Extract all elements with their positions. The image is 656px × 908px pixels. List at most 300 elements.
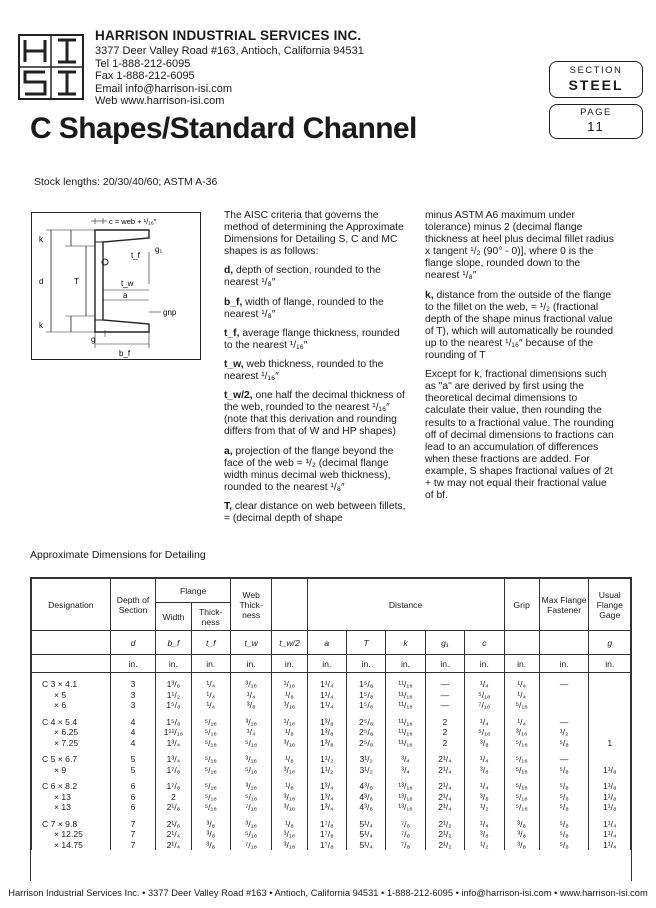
table-row — [32, 700, 631, 711]
text-tw2: one half the decimal thickness of the web, rounded to the nearest ¹/₁₆″ (note that this derivation and rounding differs from that of W and HP shapes) — [224, 390, 405, 438]
table-cell — [589, 754, 631, 765]
company-web: Web www.harrison-isi.com — [95, 95, 225, 108]
table-cell: 1 — [589, 738, 631, 749]
th-unit: in. — [539, 655, 589, 673]
dim-gnp: gnp — [163, 308, 177, 317]
designation-cell: × 5 — [32, 690, 111, 701]
table-cell: 1¹/₄ — [307, 700, 346, 711]
section-value: STEEL — [568, 77, 624, 93]
table-cell: 1¹/₂ — [156, 690, 191, 701]
table-cell: ³/₈ — [191, 829, 230, 840]
table-cell: 1¹/₄ — [589, 819, 631, 830]
table-cell: ³/₁₆ — [504, 727, 539, 738]
table-cell: 2¹/₂ — [425, 829, 464, 840]
table-cell: 1³/₈ — [156, 679, 191, 690]
table-cell: 2¹/₄ — [156, 829, 191, 840]
table-cell — [589, 727, 631, 738]
criteria-bf — [224, 297, 410, 321]
table-cell: ¹/₄ — [465, 754, 504, 765]
table-cell: 1⁵/₈ — [346, 700, 385, 711]
table-cell: ⁵/₁₆ — [191, 781, 230, 792]
designation-cell: C 5 × 6.7 — [32, 754, 111, 765]
th-unit: in. — [386, 655, 425, 673]
table-cell: ¹/₂ — [465, 840, 504, 851]
table-cell: 1³/₄ — [156, 738, 191, 749]
table-cell: ⁵/₁₆ — [230, 792, 271, 803]
table-cell: 2¹/₄ — [425, 792, 464, 803]
table-cell: ⁷/₈ — [386, 829, 425, 840]
symbols-row — [32, 631, 631, 655]
table-cell: ³/₁₆ — [230, 679, 271, 690]
table-cell: 3 — [110, 679, 156, 690]
table-cell: ¹³/₁₆ — [386, 781, 425, 792]
table-cell: 3 — [110, 690, 156, 701]
section-box — [549, 61, 643, 98]
criteria-intro: The AISC criteria that governs the method of determining the Approximate Dimensions for Detailing S, C and MC shapes is as follows: — [224, 210, 404, 258]
designation-cell: × 13 — [32, 792, 111, 803]
table-row — [32, 727, 631, 738]
table-cell: ³/₁₆ — [272, 700, 307, 711]
table-cell: 2 — [425, 717, 464, 728]
dim-d: d — [39, 277, 44, 286]
table-cell: 1¹/₄ — [307, 679, 346, 690]
table-cell: 5¹/₄ — [346, 840, 385, 851]
th-sym-blank — [32, 631, 111, 655]
table-cell: ³/₈ — [465, 738, 504, 749]
term-tf: t_f, — [224, 327, 240, 339]
th-width: Width — [156, 603, 191, 631]
table-cell: ¹/₈ — [272, 690, 307, 701]
dim-a: a — [123, 291, 128, 300]
criteria-column-1 — [224, 210, 410, 532]
term-tw: t_w, — [224, 358, 244, 370]
dim-g: g — [91, 335, 96, 344]
table-cell: ¹/₁₆ — [272, 679, 307, 690]
table-cell: 1¹/₂ — [307, 765, 346, 776]
text-bf: width of flange, rounded to the nearest ¹/₈″ — [224, 296, 384, 320]
table-cell: ¹/₈ — [272, 727, 307, 738]
criteria-d — [224, 265, 410, 289]
page-title: C Shapes/Standard Channel — [30, 112, 417, 145]
table-cell: ³/₁₆ — [272, 765, 307, 776]
th-gage: Usual Flange Gage — [589, 579, 631, 631]
table-cell: ¹³/₁₆ — [386, 802, 425, 813]
table-cell: ³/₈ — [191, 840, 230, 851]
th-distance: Distance — [307, 579, 504, 631]
criteria-T-cont: minus ASTM A6 maximum under tolerance) minus 2 (decimal flange thickness at heel plus decimal fillet radius x tangent ¹/₂ (90° - 0)], where 0 is the flange slope, rounded down to the nearest ¹/₈″ — [425, 210, 614, 282]
table-cell: ⁵/₁₆ — [191, 765, 230, 776]
table-row — [32, 679, 631, 690]
table-cell: ³/₁₆ — [272, 802, 307, 813]
table-cell: 1³/₈ — [307, 738, 346, 749]
designation-cell: × 12.25 — [32, 829, 111, 840]
th-unit: in. — [504, 655, 539, 673]
company-info — [95, 30, 495, 107]
table-caption: Approximate Dimensions for Detailing — [30, 549, 206, 561]
table-cell: 1³/₄ — [307, 781, 346, 792]
criteria-tw2 — [224, 390, 410, 438]
table-cell: 2¹/₂ — [425, 840, 464, 851]
th-sym: g — [589, 631, 631, 655]
table-cell: ⁵/₁₆ — [504, 792, 539, 803]
table-cell: ⁵/₁₆ — [230, 765, 271, 776]
table-cell: ³/₈ — [504, 840, 539, 851]
th-sym: a — [307, 631, 346, 655]
designation-cell: × 14.75 — [32, 840, 111, 851]
text-k: distance from the outside of the flange to the fillet on the web, = ¹/₂ (fractional depth of the shape minus fractional value of T), which will automatically be rounded up to the nearest ¹/₁₆″ because of the rounding of T — [425, 289, 614, 362]
page-box — [549, 104, 643, 139]
table-cell: ⁵/₁₆ — [465, 727, 504, 738]
page-label: PAGE — [580, 107, 612, 118]
table-cell: ⁷/₈ — [386, 819, 425, 830]
table-cell: 1⁵/₈ — [346, 690, 385, 701]
company-fax: Fax 1-888-212-6095 — [95, 70, 195, 83]
table-row — [32, 802, 631, 813]
th-unit-blank — [32, 655, 111, 673]
dim-g1: g₁ — [155, 245, 163, 254]
designation-cell: × 6.25 — [32, 727, 111, 738]
company-address: 3377 Deer Valley Road #163, Antioch, California 94531 — [95, 45, 364, 58]
table-cell: ¹/₄ — [465, 679, 504, 690]
text-d: depth of section, rounded to the nearest ¹/₈″ — [224, 265, 381, 289]
criteria-column-2 — [425, 210, 617, 509]
table-cell: ¹/₄ — [191, 700, 230, 711]
table-row — [32, 690, 631, 701]
th-flange: Flange — [156, 579, 231, 603]
term-a: a, — [224, 445, 233, 457]
table-row — [32, 738, 631, 749]
th-sym: g₁ — [425, 631, 464, 655]
th-unit: in. — [346, 655, 385, 673]
table-cell: 4³/₈ — [346, 781, 385, 792]
th-unit: in. — [110, 655, 156, 673]
th-thickness: Thick- ness — [191, 603, 230, 631]
dim-tw: t_w — [121, 279, 134, 288]
term-d: d, — [224, 265, 234, 277]
th-unit: in. — [272, 655, 307, 673]
table-cell: ³/₁₆ — [230, 781, 271, 792]
designation-cell: C 3 × 4.1 — [32, 679, 111, 690]
table-row — [32, 829, 631, 840]
th-sym: T — [346, 631, 385, 655]
table-cell: 1⁵/₈ — [346, 679, 385, 690]
table-cell: 1¹/₈ — [589, 781, 631, 792]
table-row — [32, 792, 631, 803]
table-cell: ⁵/₁₆ — [230, 829, 271, 840]
table-cell: ³/₈ — [191, 819, 230, 830]
th-unit: in. — [425, 655, 464, 673]
table-cell: 2 — [156, 792, 191, 803]
table-cell: ⁵/₁₆ — [504, 781, 539, 792]
table-cell: ¹¹/₁₆ — [386, 727, 425, 738]
table-cell: ³/₈ — [504, 829, 539, 840]
table-cell: ⁵/₈ — [539, 781, 589, 792]
table-cell: ¹/₄ — [504, 679, 539, 690]
table-cell: 2¹/₄ — [156, 840, 191, 851]
table-cell: ⁵/₁₆ — [191, 802, 230, 813]
company-tel: Tel 1-888-212-6095 — [95, 57, 191, 70]
dim-c: c = web + ¹/₁₆″ — [109, 217, 157, 226]
dim-tf: t_f — [131, 251, 140, 260]
table-cell: ¹/₄ — [191, 690, 230, 701]
table-cell: ³/₈ — [504, 819, 539, 830]
table-cell: 2¹/₄ — [425, 781, 464, 792]
table-row — [32, 819, 631, 830]
table-cell: ¹/₄ — [504, 717, 539, 728]
table-cell: — — [425, 700, 464, 711]
table-row — [32, 765, 631, 776]
table-cell: ¹¹/₁₆ — [386, 679, 425, 690]
table-cell: 3¹/₂ — [346, 765, 385, 776]
table-cell: 1⁷/₈ — [156, 781, 191, 792]
table-cell — [589, 690, 631, 701]
table-cell: ⁵/₈ — [539, 792, 589, 803]
table-cell: ⁵/₁₆ — [191, 754, 230, 765]
company-email: Email info@harrison-isi.com — [95, 82, 233, 95]
table-cell: ³/₁₆ — [272, 792, 307, 803]
table-cell: ⁵/₈ — [539, 829, 589, 840]
designation-cell: × 7.25 — [32, 738, 111, 749]
table-cell: ⁷/₁₆ — [230, 840, 271, 851]
company-logo — [18, 34, 84, 100]
table-cell: ¹/₄ — [230, 727, 271, 738]
table-cell: 7 — [110, 819, 156, 830]
table-cell: — — [425, 690, 464, 701]
table-cell: — — [539, 679, 589, 690]
table-cell — [589, 717, 631, 728]
criteria-tf — [224, 328, 410, 352]
text-tw: web thickness, rounded to the nearest ¹/₁₆″ — [224, 358, 384, 383]
th-sym: k — [386, 631, 425, 655]
criteria-k — [425, 290, 617, 363]
table-cell: ¹³/₁₆ — [386, 792, 425, 803]
table-row — [32, 717, 631, 728]
th-sym: b_f — [156, 631, 191, 655]
table-cell: 1¹/₈ — [589, 765, 631, 776]
table-cell: ¹/₈ — [272, 819, 307, 830]
text-a: projection of the flange beyond the face of the web = ¹/₂ (decimal flange width minus decimal web thickness), rounded to the nearest ¹/₈″ — [224, 445, 394, 493]
table-cell: ¹/₂ — [539, 727, 589, 738]
table-cell: ⁵/₁₆ — [504, 754, 539, 765]
table-cell: 2⁵/₈ — [346, 717, 385, 728]
dim-T: T — [74, 277, 79, 286]
th-sym: t_f — [191, 631, 230, 655]
table-cell: 4³/₈ — [346, 792, 385, 803]
channel-diagram — [31, 212, 201, 360]
table-cell: 1¹/₂ — [307, 754, 346, 765]
table-cell: ³/₄ — [386, 765, 425, 776]
dim-k-top: k — [39, 235, 43, 244]
criteria-T — [224, 501, 410, 525]
th-designation: Designation — [32, 579, 111, 631]
designation-cell: × 9 — [32, 765, 111, 776]
table-cell: ¹/₂ — [465, 802, 504, 813]
table-cell: ⁵/₈ — [539, 819, 589, 830]
th-blank — [272, 579, 307, 631]
table-cell: ⁷/₁₆ — [465, 700, 504, 711]
table-cell: 1³/₄ — [307, 802, 346, 813]
th-sym: d — [110, 631, 156, 655]
criteria-a — [224, 446, 410, 494]
dimensions-table-wrap — [30, 577, 632, 881]
table-cell: ⁵/₁₆ — [191, 717, 230, 728]
table-cell: ⁵/₈ — [539, 840, 589, 851]
th-unit: in. — [465, 655, 504, 673]
table-cell: 1¹/₄ — [589, 840, 631, 851]
th-depth: Depth of Section — [110, 579, 156, 631]
text-tf: average flange thickness, rounded to the nearest ¹/₁₆″ — [224, 327, 400, 351]
table-cell: ³/₁₆ — [230, 717, 271, 728]
table-cell: ⁵/₁₆ — [191, 792, 230, 803]
table-cell: ³/₁₆ — [230, 819, 271, 830]
page-footer: Harrison Industrial Services Inc. • 3377 Deer Valley Road #163 • Antioch, California 94531 • 1-888-212-6095 • info@harrison-isi.com • www.harrison-isi.com — [8, 888, 648, 898]
term-bf: b_f, — [224, 296, 243, 308]
table-cell: 1⁷/₈ — [156, 765, 191, 776]
th-web: Web Thick- ness — [230, 579, 271, 631]
designation-cell: C 6 × 8.2 — [32, 781, 111, 792]
table-cell: 4³/₈ — [346, 802, 385, 813]
th-sym — [539, 631, 589, 655]
designation-cell: C 4 × 5.4 — [32, 717, 111, 728]
table-cell: 3 — [110, 700, 156, 711]
table-cell — [589, 679, 631, 690]
table-cell: ¹/₄ — [191, 679, 230, 690]
th-sym — [504, 631, 539, 655]
table-cell: ¹/₄ — [504, 690, 539, 701]
table-cell: ³/₁₆ — [272, 829, 307, 840]
table-cell: ¹/₄ — [465, 781, 504, 792]
th-unit: in. — [230, 655, 271, 673]
table-cell: 1¹/₈ — [589, 792, 631, 803]
table-cell: ¹¹/₁₆ — [386, 717, 425, 728]
table-cell — [539, 690, 589, 701]
table-cell: 2¹/₄ — [425, 765, 464, 776]
table-cell: 4 — [110, 727, 156, 738]
table-cell: — — [539, 754, 589, 765]
table-cell: ⁵/₁₆ — [465, 690, 504, 701]
table-cell: ³/₈ — [465, 792, 504, 803]
table-row — [32, 754, 631, 765]
table-cell: 5 — [110, 754, 156, 765]
designation-cell: × 6 — [32, 700, 111, 711]
table-cell: 2¹/₄ — [425, 754, 464, 765]
table-cell: 2¹/₄ — [425, 802, 464, 813]
table-cell: ¹¹/₁₆ — [386, 690, 425, 701]
table-cell: ¹¹/₁₆ — [386, 738, 425, 749]
table-cell: ⁷/₁₆ — [230, 802, 271, 813]
table-cell: ³/₈ — [465, 829, 504, 840]
dim-k-bottom: k — [39, 321, 43, 330]
term-T: T, — [224, 500, 233, 512]
table-body — [32, 673, 631, 851]
table-cell: 1¹/₄ — [307, 690, 346, 701]
table-cell — [539, 700, 589, 711]
th-unit: in. — [307, 655, 346, 673]
table-cell: 2¹/₈ — [156, 802, 191, 813]
table-cell: 1³/₄ — [156, 754, 191, 765]
term-tw2: t_w/2, — [224, 390, 253, 402]
table-cell: 3¹/₂ — [346, 754, 385, 765]
company-name: HARRISON INDUSTRIAL SERVICES INC. — [95, 28, 362, 43]
table-cell: 2¹/₂ — [425, 819, 464, 830]
dimensions-table — [31, 578, 631, 850]
table-cell: ⁵/₈ — [539, 765, 589, 776]
th-unit: in. — [589, 655, 631, 673]
page-value: 11 — [587, 119, 605, 134]
table-cell: 1⁵/₈ — [156, 700, 191, 711]
table-cell: 4 — [110, 738, 156, 749]
term-k: k, — [425, 289, 434, 301]
table-cell: 6 — [110, 792, 156, 803]
stock-lengths: Stock lengths: 20/30/40/60; ASTM A-36 — [34, 176, 218, 188]
table-cell: 2⁵/₈ — [346, 738, 385, 749]
table-cell: — — [539, 717, 589, 728]
table-cell: ⁵/₈ — [539, 802, 589, 813]
table-cell: ⁵/₁₆ — [230, 738, 271, 749]
section-label: SECTION — [569, 65, 623, 76]
table-cell: ¹/₄ — [465, 717, 504, 728]
table-cell: 1¹/₄ — [589, 829, 631, 840]
dim-bf: b_f — [119, 349, 131, 358]
th-sym: t_w/2 — [272, 631, 307, 655]
table-cell: 7 — [110, 840, 156, 851]
th-sym: t_w — [230, 631, 271, 655]
table-cell: ³/₄ — [386, 754, 425, 765]
table-cell: 5¹/₄ — [346, 819, 385, 830]
table-cell: 2 — [425, 727, 464, 738]
table-row — [32, 781, 631, 792]
table-cell: 1⁵/₈ — [156, 717, 191, 728]
th-max-fastener: Max Flange Fastener — [539, 579, 589, 631]
table-cell: ⁵/₁₆ — [191, 727, 230, 738]
table-cell: 2⁵/₈ — [346, 727, 385, 738]
table-cell: 6 — [110, 781, 156, 792]
table-cell: ¹¹/₁₆ — [386, 700, 425, 711]
table-cell: 2 — [425, 738, 464, 749]
table-row — [32, 840, 631, 851]
table-cell: 1¹/₈ — [589, 802, 631, 813]
table-cell: ⁵/₁₆ — [504, 802, 539, 813]
table-cell: 1¹¹/₁₆ — [156, 727, 191, 738]
table-cell: ³/₁₆ — [230, 754, 271, 765]
table-cell: 1³/₈ — [307, 727, 346, 738]
table-cell: ⁵/₁₆ — [191, 738, 230, 749]
table-cell: 1⁷/₈ — [307, 840, 346, 851]
table-cell: 7 — [110, 829, 156, 840]
table-cell: ⁵/₈ — [539, 738, 589, 749]
table-cell: ⁵/₁₆ — [504, 700, 539, 711]
table-cell: 6 — [110, 802, 156, 813]
table-cell: ¹/₈ — [272, 781, 307, 792]
table-cell: 5¹/₄ — [346, 829, 385, 840]
th-grip: Grip — [504, 579, 539, 631]
table-cell: ³/₈ — [465, 765, 504, 776]
table-cell: ⁷/₈ — [386, 840, 425, 851]
table-cell: ¹/₈ — [272, 754, 307, 765]
criteria-except: Except for k, fractional dimensions such as "a" are derived by first using the theoretical decimal dimensions to calculate their value, then rounding the results to a fractional value. The rounding off of decimal dimensions to fractions can lead to an accumulation of differences when these fractions are added. For example, S shapes fractional values of 2t + tw may not equal their fractional value of bf. — [425, 369, 614, 502]
designation-cell: × 13 — [32, 802, 111, 813]
table-cell: ¹/₁₆ — [272, 717, 307, 728]
table-cell: ¹/₄ — [465, 819, 504, 830]
table-cell: 1⁷/₈ — [307, 829, 346, 840]
table-cell: — — [425, 679, 464, 690]
table-cell: ³/₁₆ — [272, 738, 307, 749]
units-row — [32, 655, 631, 673]
criteria-tw — [224, 359, 410, 383]
table-cell: 5 — [110, 765, 156, 776]
table-cell: ³/₈ — [230, 700, 271, 711]
table-cell — [589, 700, 631, 711]
